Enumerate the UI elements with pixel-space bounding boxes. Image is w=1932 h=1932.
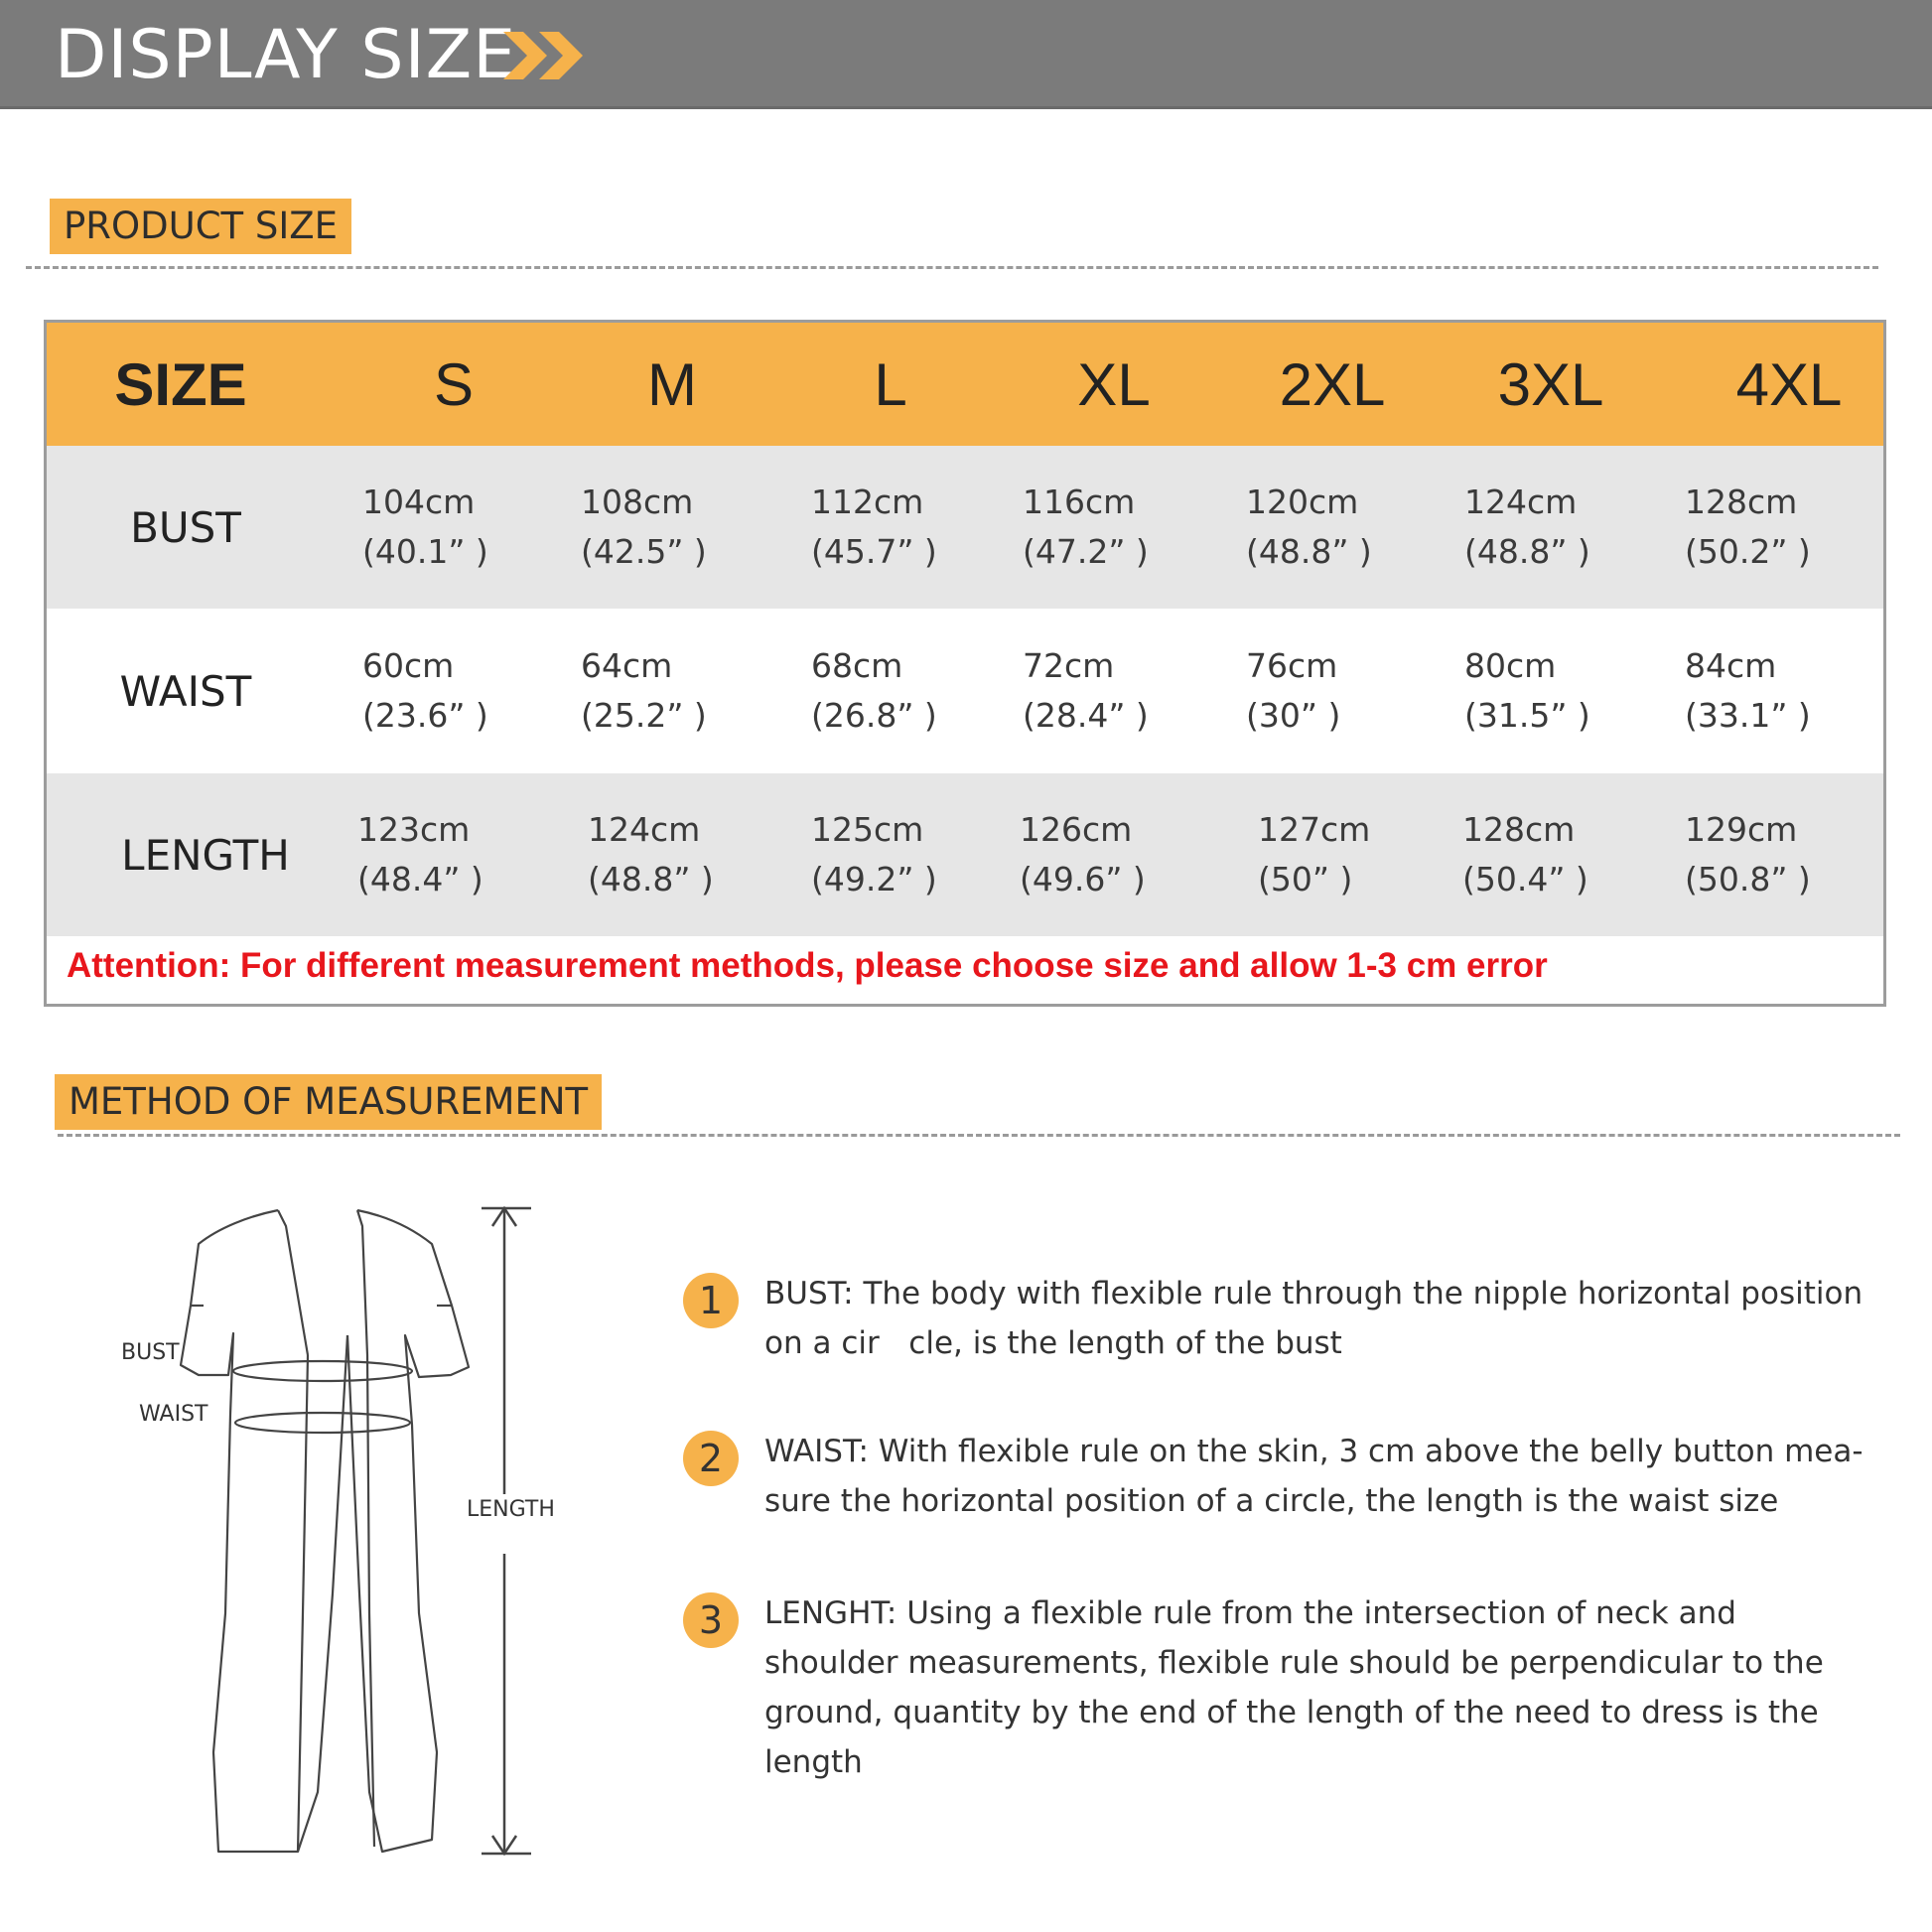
table-header-row (47, 323, 1883, 446)
table-cell: 124cm (48.8ˮ ) (1464, 483, 1590, 571)
table-row (47, 609, 1883, 773)
header-size: SIZE (114, 350, 247, 418)
garment-diagram (109, 1196, 576, 1871)
table-cell: 68cm (26.8ˮ ) (811, 646, 937, 735)
table-cell: 112cm (45.7ˮ ) (811, 483, 937, 571)
table-cell: 64cm (25.2ˮ ) (581, 646, 707, 735)
double-chevron-right-icon (501, 28, 591, 83)
table-cell: 108cm (42.5ˮ ) (581, 483, 707, 571)
method-text: LENGHT: Using a flexible rule from the intersection of neck and shoulder measurements, flexible rule should be perpendicular to the ground, quantity by the end of the length of the need to dress is the length (764, 1595, 1824, 1780)
header-2xl: 2XL (1279, 350, 1386, 418)
method-text: WAIST: With flexible rule on the skin, 3 cm above the belly button mea-sure the horizontal position of a circle, the length is the waist size (764, 1434, 1863, 1519)
table-cell: 129cm (50.8ˮ ) (1685, 810, 1811, 898)
row-label-waist: WAIST (119, 666, 252, 716)
header-m: M (647, 350, 697, 418)
table-cell: 128cm (50.2ˮ ) (1685, 483, 1811, 571)
diagram-label-length: LENGTH (467, 1497, 555, 1522)
method-tag: METHOD OF MEASUREMENT (55, 1074, 602, 1130)
size-table (44, 320, 1886, 1007)
step-number-badge: 2 (683, 1431, 739, 1486)
table-cell: 127cm (50ˮ ) (1258, 810, 1371, 898)
table-cell: 84cm (33.1ˮ ) (1685, 646, 1811, 735)
page-title: DISPLAY SIZE (55, 16, 517, 94)
table-cell: 128cm (50.4ˮ ) (1462, 810, 1588, 898)
table-cell: 124cm (48.8ˮ ) (588, 810, 714, 898)
divider (26, 266, 1878, 269)
header-s: S (433, 350, 475, 418)
table-cell: 120cm (48.8ˮ ) (1246, 483, 1372, 571)
header-bar (0, 0, 1932, 109)
table-cell: 76cm (30ˮ ) (1246, 646, 1341, 735)
header-xl: XL (1077, 350, 1151, 418)
table-cell: 104cm (40.1ˮ ) (362, 483, 488, 571)
step-number-badge: 1 (683, 1273, 739, 1328)
row-label-length: LENGTH (121, 830, 290, 880)
attention-note: Attention: For different measurement methods, please choose size and allow 1-3 cm error (67, 946, 1548, 985)
diagram-label-waist: WAIST (139, 1402, 208, 1427)
product-size-tag: PRODUCT SIZE (50, 199, 351, 254)
header-4xl: 4XL (1735, 350, 1843, 418)
table-cell: 116cm (47.2ˮ ) (1023, 483, 1149, 571)
table-cell: 60cm (23.6ˮ ) (362, 646, 488, 735)
step-number-badge: 3 (683, 1592, 739, 1648)
table-cell: 125cm (49.2ˮ ) (811, 810, 937, 898)
table-cell: 123cm (48.4ˮ ) (357, 810, 483, 898)
table-cell: 126cm (49.6ˮ ) (1020, 810, 1146, 898)
header-l: L (874, 350, 907, 418)
table-row (47, 446, 1883, 609)
row-label-bust: BUST (130, 502, 241, 552)
method-text: BUST: The body with flexible rule through the nipple horizontal position on a cir cle, is the length of the bust (764, 1276, 1863, 1361)
diagram-label-bust: BUST (121, 1340, 180, 1365)
table-row (47, 773, 1883, 936)
table-cell: 80cm (31.5ˮ ) (1464, 646, 1590, 735)
cardigan-outline-icon (109, 1196, 576, 1871)
table-cell: 72cm (28.4ˮ ) (1023, 646, 1149, 735)
divider (58, 1134, 1900, 1137)
header-3xl: 3XL (1497, 350, 1604, 418)
